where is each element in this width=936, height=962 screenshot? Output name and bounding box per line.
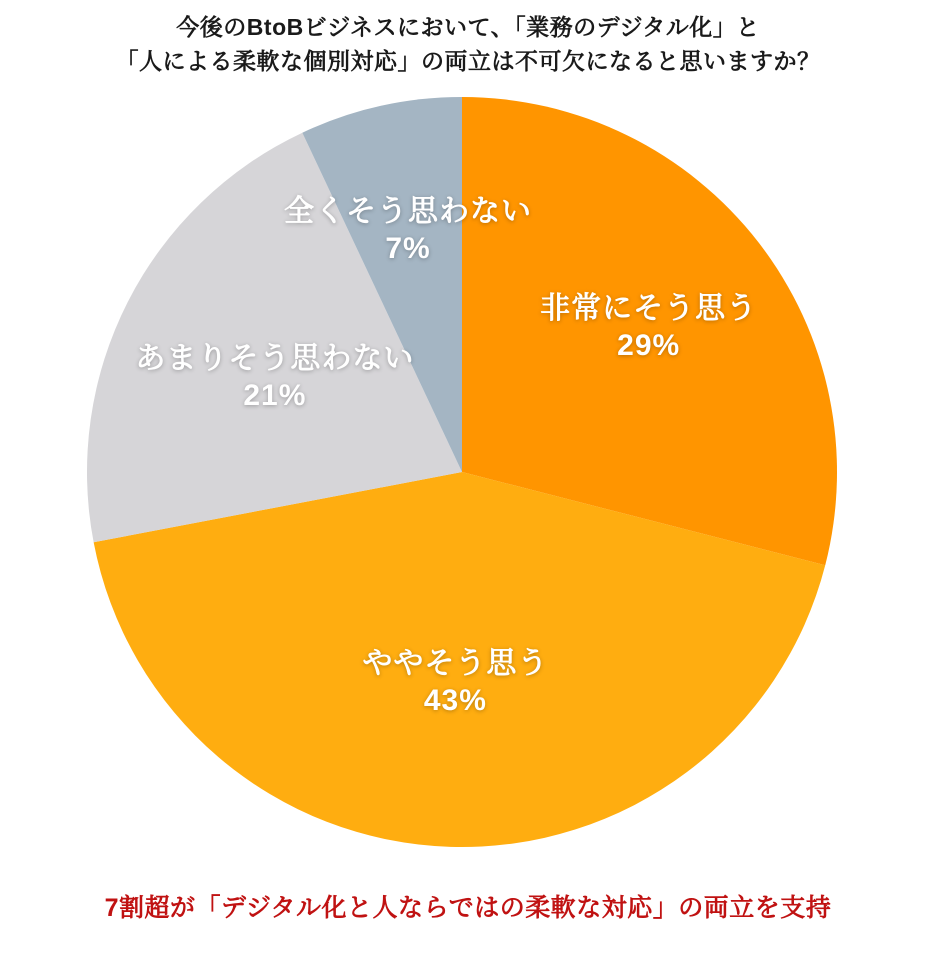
summary-caption: 7割超が「デジタル化と人ならではの柔軟な対応」の両立を支持 [104, 894, 832, 922]
chart-title-line2: 「人による柔軟な個別対応」の両立は不可欠になると思いますか？ [115, 48, 821, 74]
slice-percent: 7% [385, 232, 431, 266]
slice-percent: 21% [243, 378, 307, 412]
slice-name: ややそう思う [362, 646, 549, 680]
slice-name: あまりそう思わない [135, 341, 415, 375]
slice-name: 非常にそう思う [540, 292, 758, 326]
slice-name: 全くそう思わない [284, 195, 532, 229]
slice-percent: 43% [423, 683, 487, 717]
chart-title-line1: 今後のBtoBビジネスにおいて、「業務のデジタル化」と [176, 14, 760, 40]
slice-percent: 29% [617, 329, 681, 363]
